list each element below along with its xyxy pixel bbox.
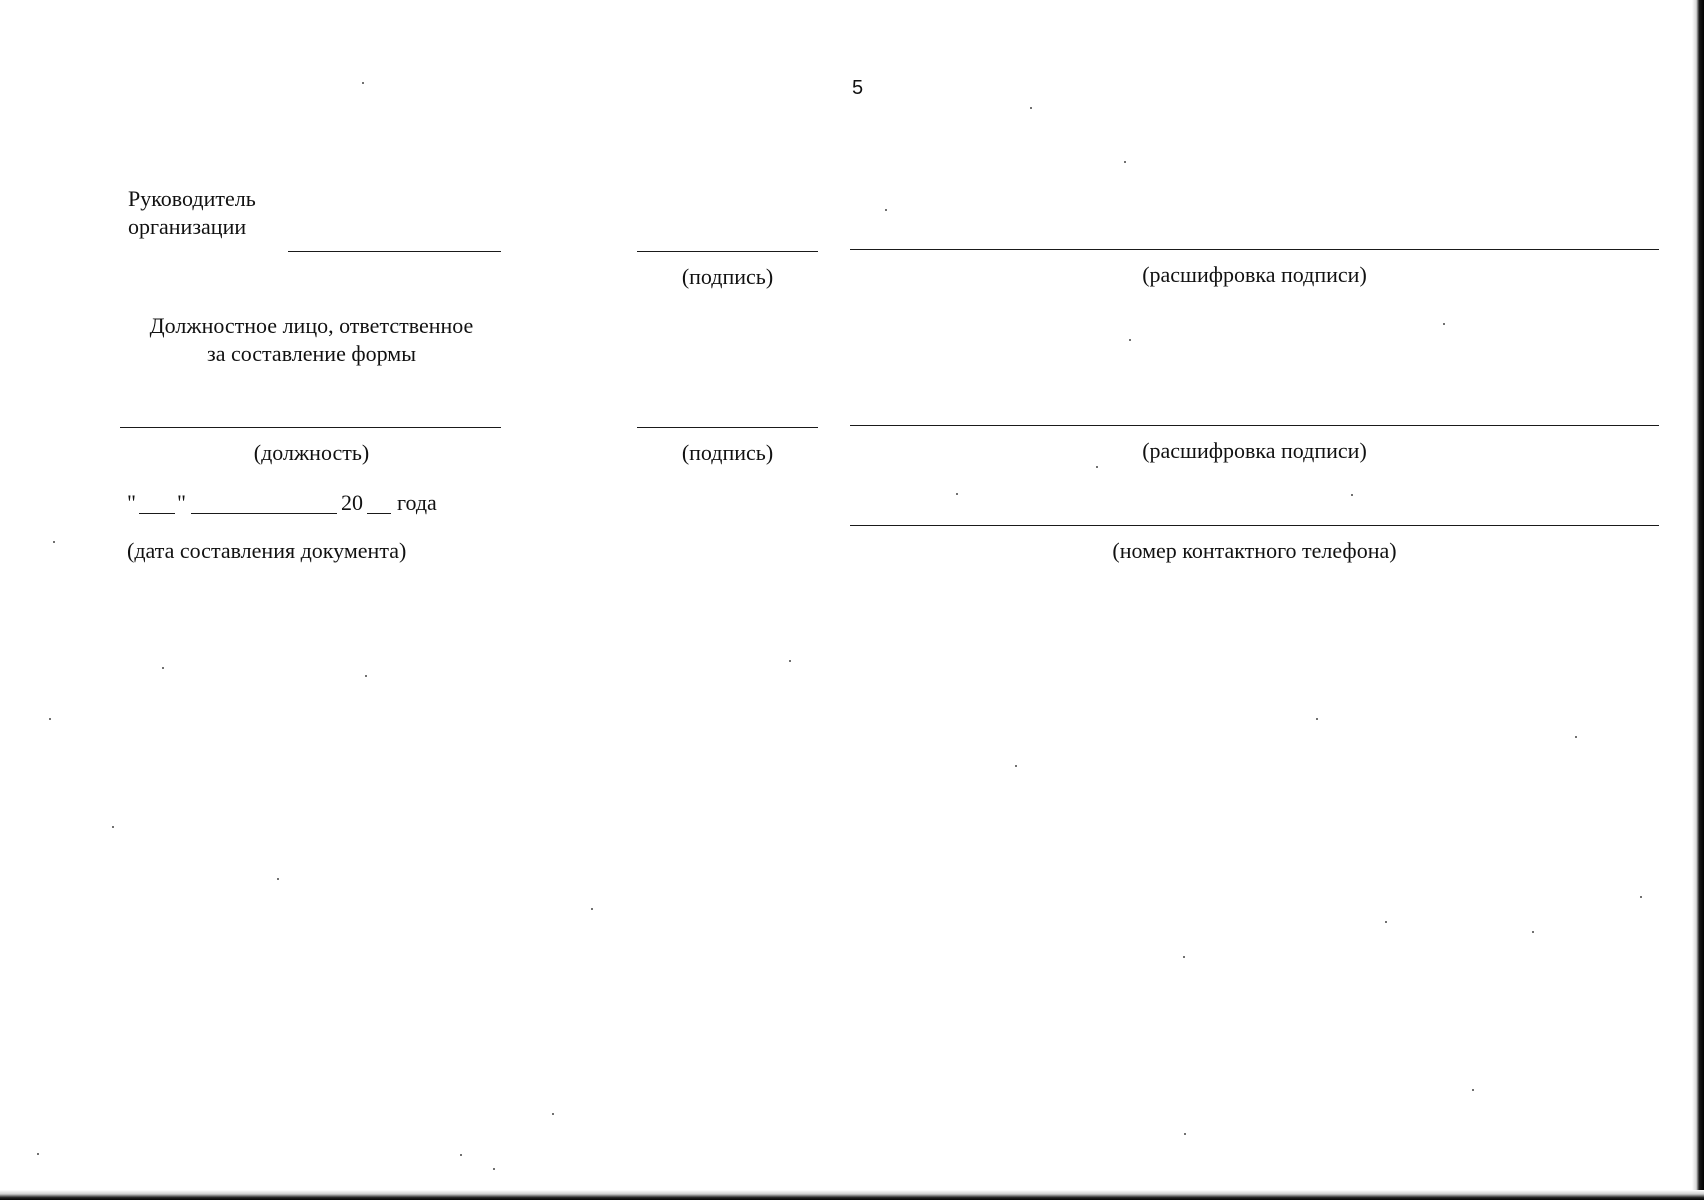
scan-speck	[956, 493, 958, 495]
phone-line	[850, 525, 1659, 526]
responsible-signature-line	[637, 427, 818, 428]
responsible-decoding-caption: (расшифровка подписи)	[1142, 438, 1367, 463]
responsible-decoding-line	[850, 425, 1659, 426]
date-year-line	[367, 513, 391, 514]
scan-speck	[1124, 161, 1126, 163]
scan-speck	[1184, 1133, 1186, 1135]
scan-speck	[53, 541, 55, 543]
scan-speck	[1096, 466, 1098, 468]
scan-speck	[362, 82, 364, 84]
scan-speck	[112, 826, 114, 828]
date-year-suffix: года	[397, 490, 437, 515]
scan-speck	[885, 209, 887, 211]
date-caption: (дата составления документа)	[127, 538, 407, 563]
date-quote-open: "	[127, 490, 136, 515]
head-position-line	[288, 251, 501, 252]
responsible-signature-caption: (подпись)	[681, 440, 774, 465]
date-day-line	[139, 513, 175, 514]
scan-speck	[1351, 494, 1353, 496]
scan-edge-shadow-right	[1692, 0, 1704, 1200]
date-year-prefix: 20	[341, 490, 363, 515]
date-quote-close: "	[177, 490, 186, 515]
page-number: 5	[852, 77, 864, 99]
date-month-line	[191, 513, 337, 514]
head-decoding-line	[850, 249, 1659, 250]
head-decoding-caption: (расшифровка подписи)	[1142, 262, 1367, 287]
scan-speck	[37, 1153, 39, 1155]
scan-speck	[1316, 718, 1318, 720]
scan-speck	[1472, 1089, 1474, 1091]
scan-speck	[1575, 736, 1577, 738]
scan-speck	[49, 718, 51, 720]
head-label-line1: Руководитель	[128, 186, 256, 211]
scan-edge-shadow-bottom	[0, 1190, 1704, 1200]
responsible-position-line	[120, 427, 501, 428]
scan-speck	[591, 908, 593, 910]
responsible-label-line2: за составление формы	[207, 341, 416, 366]
scan-speck	[1015, 765, 1017, 767]
scan-speck	[1030, 107, 1032, 109]
scan-speck	[1129, 339, 1131, 341]
scan-speck	[1532, 931, 1534, 933]
scan-speck	[365, 675, 367, 677]
scan-speck	[1640, 896, 1642, 898]
head-signature-caption: (подпись)	[681, 264, 774, 289]
scan-speck	[1385, 921, 1387, 923]
scan-speck	[552, 1113, 554, 1115]
head-label-line2: организации	[128, 214, 247, 239]
scan-speck	[1183, 956, 1185, 958]
scan-speck	[460, 1154, 462, 1156]
scan-speck	[277, 878, 279, 880]
scan-speck	[1443, 323, 1445, 325]
phone-caption: (номер контактного телефона)	[1112, 538, 1397, 563]
scan-speck	[789, 660, 791, 662]
scan-speck	[162, 667, 164, 669]
responsible-position-caption: (должность)	[253, 440, 370, 465]
scan-speck	[493, 1168, 495, 1170]
responsible-label-line1: Должностное лицо, ответственное	[149, 313, 474, 338]
head-signature-line	[637, 251, 818, 252]
